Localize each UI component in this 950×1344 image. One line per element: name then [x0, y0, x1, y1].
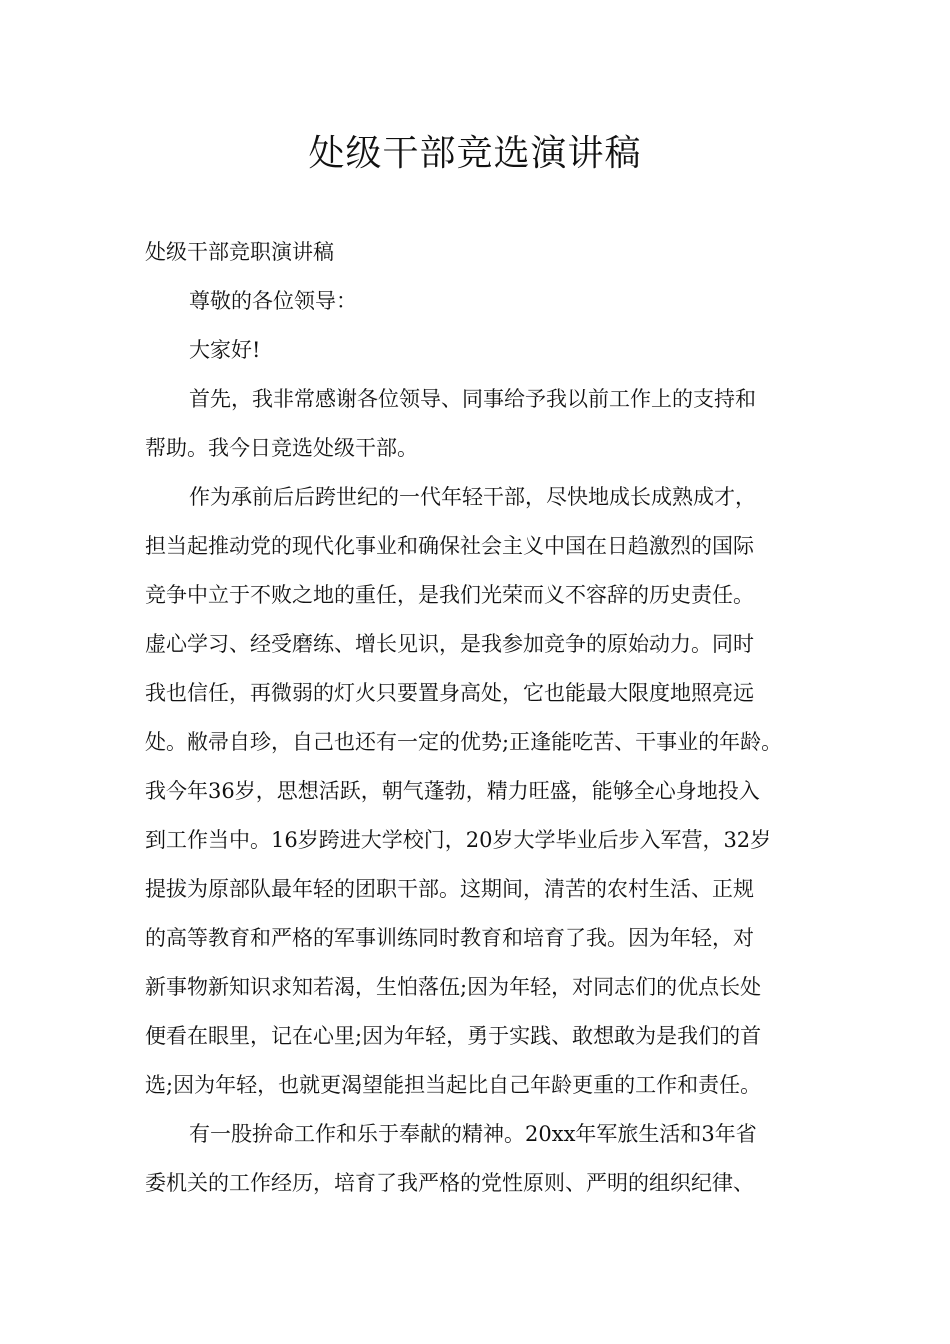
text-line: 担当起推动党的现代化事业和确保社会主义中国在日趋激烈的国际	[145, 534, 754, 558]
text-line: 尊敬的各位领导：	[189, 289, 357, 313]
text-line: 的高等教育和严格的军事训练同时教育和培育了我。因为年轻，对	[145, 926, 754, 950]
text-line: 新事物新知识求知若渴，生怕落伍;因为年轻，对同志们的优点长处	[145, 975, 762, 999]
text-line: 竞争中立于不败之地的重任，是我们光荣而义不容辞的历史责任。	[145, 583, 754, 607]
text-line: 选;因为年轻，也就更渴望能担当起比自己年龄更重的工作和责任。	[145, 1073, 762, 1097]
text-line: 我今年36岁，思想活跃，朝气蓬勃，精力旺盛，能够全心身地投入	[145, 779, 760, 803]
text-line: 我也信任，再微弱的灯火只要置身高处，它也能最大限度地照亮远	[145, 681, 754, 705]
text-line: 委机关的工作经历，培育了我严格的党性原则、严明的组织纪律、	[145, 1171, 754, 1195]
text-line: 帮助。我今日竞选处级干部。	[145, 436, 418, 460]
text-line: 有一股拚命工作和乐于奉献的精神。20xx年军旅生活和3年省	[189, 1122, 757, 1146]
text-line: 到工作当中。16岁跨进大学校门，20岁大学毕业后步入军营，32岁	[145, 828, 772, 852]
document-body	[145, 228, 815, 1208]
text-line: 提拔为原部队最年轻的团职干部。这期间，清苦的农村生活、正规	[145, 877, 754, 901]
document-title: 处级干部竞选演讲稿	[308, 133, 642, 174]
text-line: 便看在眼里，记在心里;因为年轻，勇于实践、敢想敢为是我们的首	[145, 1024, 762, 1048]
text-line: 首先，我非常感谢各位领导、同事给予我以前工作上的支持和	[189, 387, 756, 411]
text-line: 作为承前后后跨世纪的一代年轻干部，尽快地成长成熟成才，	[189, 485, 756, 509]
text-line: 大家好!	[189, 338, 261, 362]
text-line: 虚心学习、经受磨练、增长见识，是我参加竞争的原始动力。同时	[145, 632, 754, 656]
text-line: 处。敝帚自珍，自己也还有一定的优势;正逢能吃苦、干事业的年龄。	[145, 730, 783, 754]
text-line: 处级干部竞职演讲稿	[145, 240, 334, 264]
